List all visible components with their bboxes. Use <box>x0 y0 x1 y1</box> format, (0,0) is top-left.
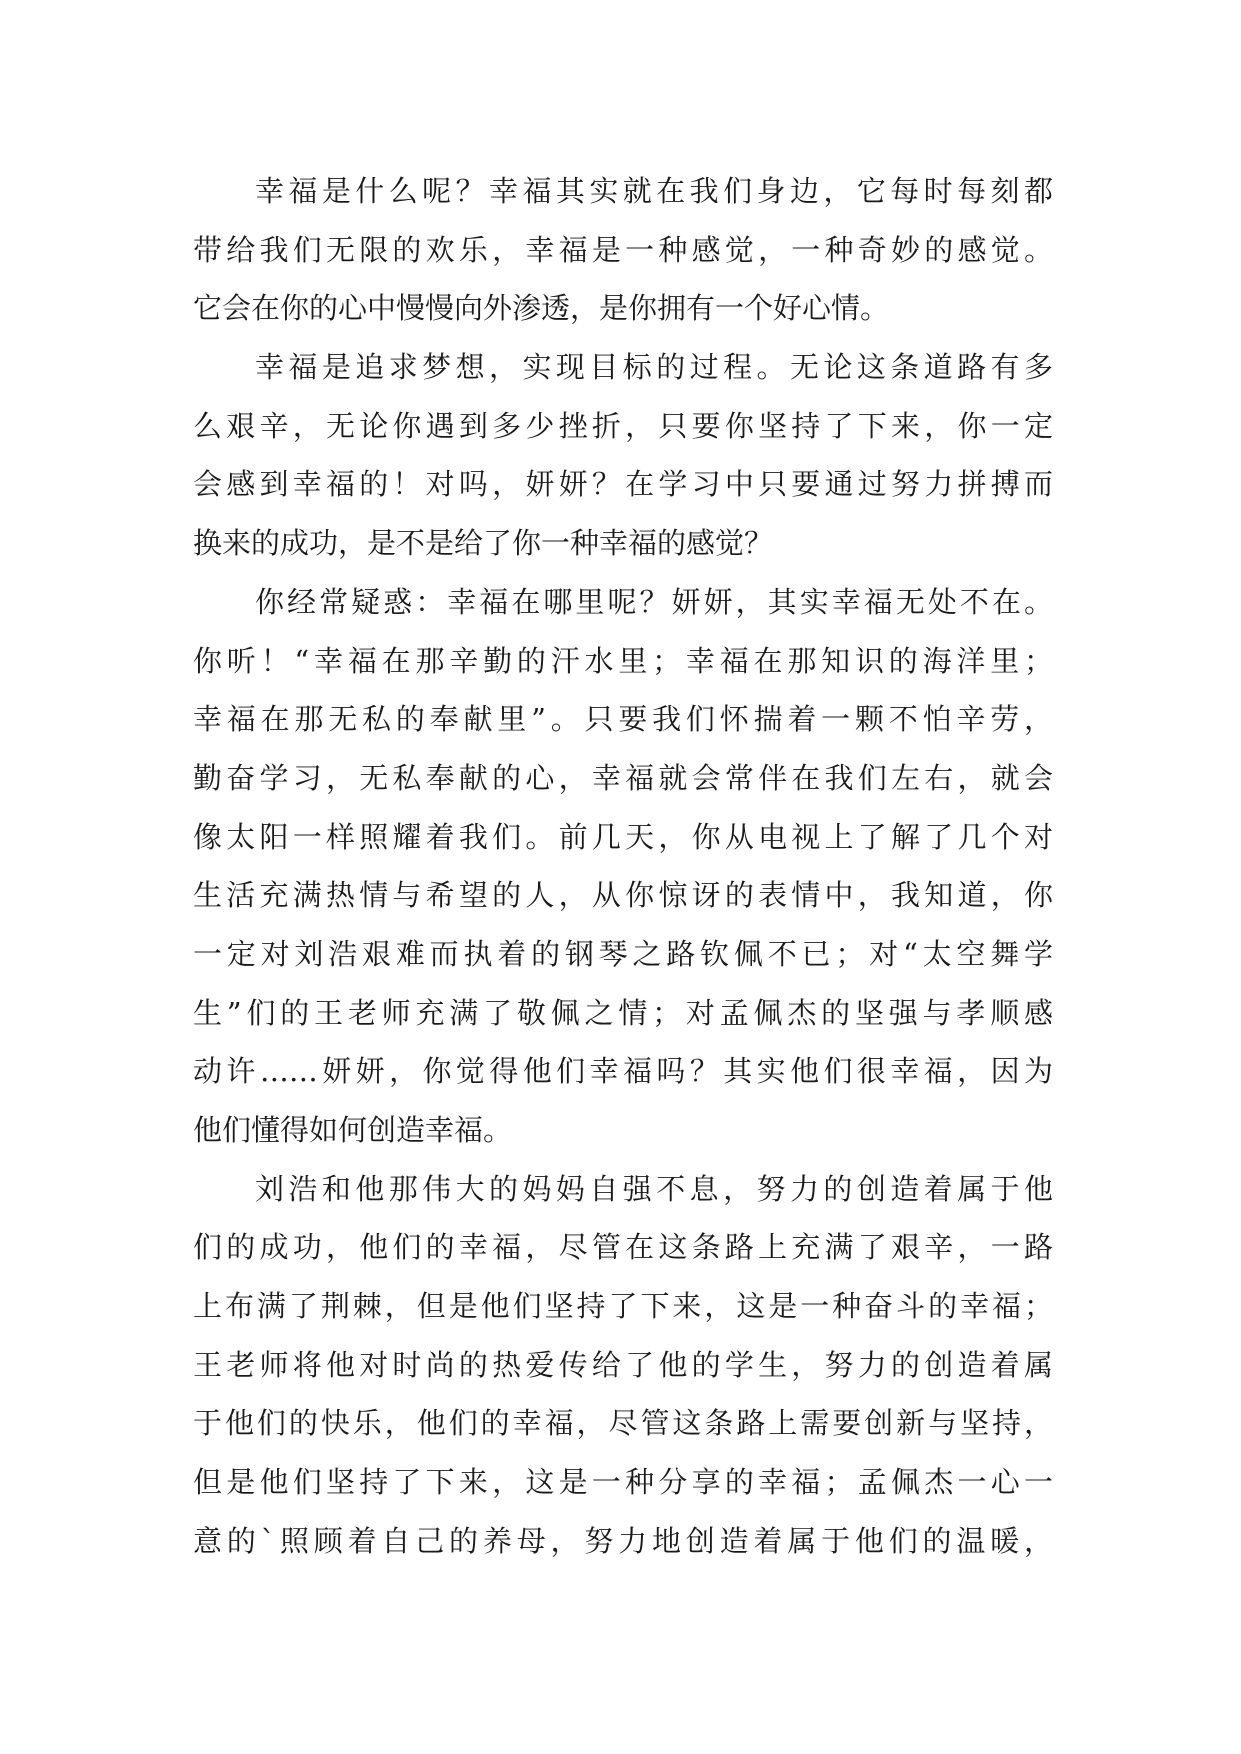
paragraph-2-line-4: 换来的成功，是不是给了你一种幸福的感觉？ <box>193 526 774 561</box>
paragraph-3-line-7: 一定对刘浩艰难而执着的钢琴之路钦佩不已；对“太空舞学 <box>193 936 1053 971</box>
paragraph-3-line-5: 像太阳一样照耀着我们。前几天，你从电视上了解了几个对 <box>193 819 1053 854</box>
paragraph-4-line-4: 王老师将他对时尚的热爱传给了他的学生，努力的创造着属 <box>193 1347 1053 1382</box>
paragraph-3-line-8: 生”们的王老师充满了敬佩之情；对孟佩杰的坚强与孝顺感 <box>193 995 1053 1030</box>
paragraph-3-line-9: 动许……妍妍，你觉得他们幸福吗？其实他们很幸福，因为 <box>193 1054 1053 1089</box>
paragraph-2-line-3: 会感到幸福的！对吗，妍妍？在学习中只要通过努力拼搏而 <box>193 467 1053 502</box>
paragraph-1-line-2: 带给我们无限的欢乐，幸福是一种感觉，一种奇妙的感觉。 <box>193 232 1053 267</box>
paragraph-3-line-1: 你经常疑惑：幸福在哪里呢？妍妍，其实幸福无处不在。 <box>255 584 1053 619</box>
letter-body <box>193 162 1053 1571</box>
paragraph-4-line-5: 于他们的快乐，他们的幸福，尽管这条路上需要创新与坚持， <box>193 1406 1053 1441</box>
paragraph-1-line-1: 幸福是什么呢？幸福其实就在我们身边，它每时每刻都 <box>255 174 1053 208</box>
paragraph-4-line-1: 刘浩和他那伟大的妈妈自强不息，努力的创造着属于他 <box>255 1171 1053 1206</box>
paragraph-2-line-2: 么艰辛，无论你遇到多少挫折，只要你坚持了下来，你一定 <box>193 408 1053 443</box>
paragraph-4-line-3: 上布满了荆棘，但是他们坚持了下来，这是一种奋斗的幸福； <box>193 1289 1053 1324</box>
paragraph-4-line-6: 但是他们坚持了下来，这是一种分享的幸福；孟佩杰一心一 <box>193 1465 1053 1500</box>
paragraph-2-line-1: 幸福是追求梦想，实现目标的过程。无论这条道路有多 <box>255 350 1053 385</box>
paragraph-3-line-3: 幸福在那无私的奉献里”。只要我们怀揣着一颗不怕辛劳， <box>193 702 1053 737</box>
paragraph-3-line-2: 你听！“幸福在那辛勤的汗水里；幸福在那知识的海洋里； <box>193 643 1053 678</box>
paragraph-3-line-4: 勤奋学习，无私奉献的心，幸福就会常伴在我们左右，就会 <box>193 760 1053 795</box>
paragraph-4-line-2: 们的成功，他们的幸福，尽管在这条路上充满了艰辛，一路 <box>193 1230 1053 1265</box>
paragraph-4-line-7: 意的`照顾着自己的养母，努力地创造着属于他们的温暖， <box>193 1523 1053 1558</box>
paragraph-1-line-3: 它会在你的心中慢慢向外渗透，是你拥有一个好心情。 <box>193 291 890 326</box>
paragraph-3-line-6: 生活充满热情与希望的人，从你惊讶的表情中，我知道，你 <box>193 878 1053 913</box>
paragraph-3-line-10: 他们懂得如何创造幸福。 <box>193 1113 513 1147</box>
